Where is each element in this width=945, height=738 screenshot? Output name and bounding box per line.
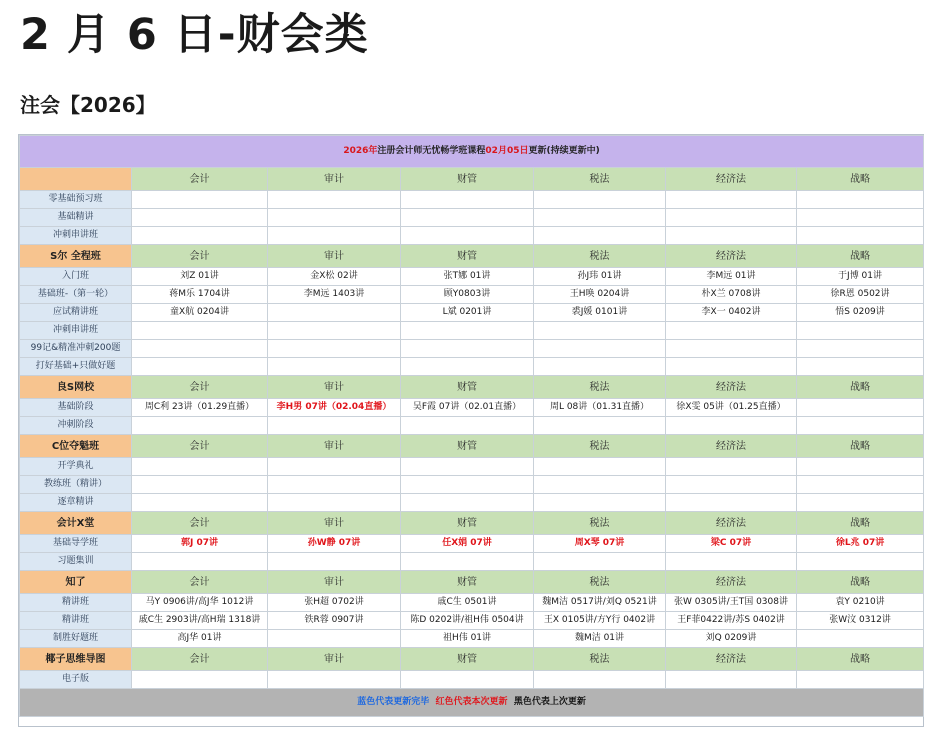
- table-cell: [132, 458, 268, 476]
- subject-header: 审计: [268, 376, 401, 399]
- table-cell: [268, 322, 401, 340]
- table-cell: [401, 494, 534, 512]
- table-cell: 张T娜 01讲: [401, 268, 534, 286]
- table-cell: [132, 322, 268, 340]
- group-header-row: [20, 512, 924, 535]
- subject-header: 战略: [797, 571, 924, 594]
- group-header-row: [20, 435, 924, 458]
- table-cell: [401, 553, 534, 571]
- group-header-row: [20, 168, 924, 191]
- subject-header: 审计: [268, 512, 401, 535]
- subject-header: 税法: [534, 571, 666, 594]
- table-cell: [268, 553, 401, 571]
- table-cell: [666, 209, 797, 227]
- table-row: [20, 340, 924, 358]
- legend-red: 红色代表本次更新: [435, 697, 508, 707]
- subject-header: 财管: [401, 512, 534, 535]
- table-cell: 徐X雯 05讲（01.25直播）: [666, 399, 797, 417]
- table-cell: 王H唤 0204讲: [534, 286, 666, 304]
- table-row: [20, 286, 924, 304]
- table-cell: [401, 322, 534, 340]
- subject-header: 审计: [268, 571, 401, 594]
- table-cell: 铁R蓉 0907讲: [268, 612, 401, 630]
- row-label: 精讲班: [20, 612, 132, 630]
- table-row: [20, 209, 924, 227]
- table-cell: [132, 340, 268, 358]
- table-cell: L斌 0201讲: [401, 304, 534, 322]
- table-row: [20, 322, 924, 340]
- subject-header: 经济法: [666, 435, 797, 458]
- table-cell: [797, 358, 924, 376]
- table-cell: 顾Y0803讲: [401, 286, 534, 304]
- table-cell: [132, 209, 268, 227]
- table-cell: [132, 494, 268, 512]
- table-row: [20, 458, 924, 476]
- table-cell: [797, 671, 924, 689]
- table-cell: [132, 191, 268, 209]
- row-label: 基础班-（第一轮）: [20, 286, 132, 304]
- subject-header: 财管: [401, 648, 534, 671]
- table-row: [20, 630, 924, 648]
- table-cell: [268, 209, 401, 227]
- subject-header: 审计: [268, 435, 401, 458]
- table-cell: [534, 209, 666, 227]
- table-cell: 周X琴 07讲: [534, 535, 666, 553]
- table-cell: 吴F霞 07讲（02.01直播）: [401, 399, 534, 417]
- table-cell: [268, 494, 401, 512]
- table-cell: [797, 417, 924, 435]
- table-cell: 王X 0105讲/方Y行 0402讲: [534, 612, 666, 630]
- table-cell: [797, 209, 924, 227]
- subject-header: 战略: [797, 168, 924, 191]
- subject-header: 税法: [534, 168, 666, 191]
- table-cell: 徐L兆 07讲: [797, 535, 924, 553]
- table-cell: 王F菲0422讲/苏S 0402讲: [666, 612, 797, 630]
- table-cell: [666, 417, 797, 435]
- subject-header: 战略: [797, 512, 924, 535]
- table-cell: [534, 417, 666, 435]
- row-label: 冲刺阶段: [20, 417, 132, 435]
- subject-header: 财管: [401, 168, 534, 191]
- table-cell: 刘Z 01讲: [132, 268, 268, 286]
- subject-header: 税法: [534, 245, 666, 268]
- table-cell: 张W 0305讲/王T国 0308讲: [666, 594, 797, 612]
- subject-header: 税法: [534, 435, 666, 458]
- table-cell: [401, 458, 534, 476]
- row-label: 应试精讲班: [20, 304, 132, 322]
- table-cell: [666, 227, 797, 245]
- table-cell: 周C利 23讲（01.29直播）: [132, 399, 268, 417]
- table-cell: 于J博 01讲: [797, 268, 924, 286]
- table-cell: [268, 458, 401, 476]
- table-cell: 陈D 0202讲/祖H伟 0504讲: [401, 612, 534, 630]
- table-cell: [268, 340, 401, 358]
- table-cell: 魏M洁 0517讲/刘Q 0521讲: [534, 594, 666, 612]
- banner-date: 02月05日: [485, 146, 529, 156]
- banner-course: 注册会计师无忧畅学班课程: [377, 146, 486, 156]
- row-label: 冲刺串讲班: [20, 227, 132, 245]
- table-cell: 任X娟 07讲: [401, 535, 534, 553]
- group-label: [20, 168, 132, 191]
- table-row: [20, 553, 924, 571]
- table-cell: [268, 671, 401, 689]
- table-cell: 李M远 1403讲: [268, 286, 401, 304]
- subject-header: 经济法: [666, 571, 797, 594]
- table-cell: [401, 671, 534, 689]
- row-label: 99记&精准冲刺200题: [20, 340, 132, 358]
- table-cell: [132, 417, 268, 435]
- table-cell: [401, 227, 534, 245]
- table-cell: 刘Q 0209讲: [666, 630, 797, 648]
- table-cell: [666, 476, 797, 494]
- subject-header: 经济法: [666, 512, 797, 535]
- table-cell: [132, 553, 268, 571]
- table-row: [20, 417, 924, 435]
- table-cell: [401, 209, 534, 227]
- table-row: [20, 476, 924, 494]
- table-cell: [401, 417, 534, 435]
- table-cell: [666, 494, 797, 512]
- table-banner: [20, 136, 924, 168]
- table-row: [20, 494, 924, 512]
- table-cell: 戚C生 2903讲/高H瑞 1318讲: [132, 612, 268, 630]
- table-cell: [797, 553, 924, 571]
- subject-header: 税法: [534, 648, 666, 671]
- row-label: 冲刺串讲班: [20, 322, 132, 340]
- table-cell: [401, 340, 534, 358]
- table-row: [20, 227, 924, 245]
- table-cell: [534, 553, 666, 571]
- row-label: 基础精讲: [20, 209, 132, 227]
- subject-header: 经济法: [666, 168, 797, 191]
- table-cell: 周L 08讲（01.31直播）: [534, 399, 666, 417]
- row-label: 逐章精讲: [20, 494, 132, 512]
- table-cell: [268, 417, 401, 435]
- table-cell: 李X一 0402讲: [666, 304, 797, 322]
- table-row: [20, 535, 924, 553]
- subject-header: 税法: [534, 376, 666, 399]
- table-cell: 祖H伟 01讲: [401, 630, 534, 648]
- subject-header: 会计: [132, 512, 268, 535]
- subject-header: 财管: [401, 571, 534, 594]
- group-label: S尔 全程班: [20, 245, 132, 268]
- table-cell: 高J华 01讲: [132, 630, 268, 648]
- group-label: 会计X堂: [20, 512, 132, 535]
- table-cell: 马Y 0906讲/高J华 1012讲: [132, 594, 268, 612]
- table-cell: 蒋M乐 1704讲: [132, 286, 268, 304]
- table-cell: 孙J玮 01讲: [534, 268, 666, 286]
- table-row: [20, 399, 924, 417]
- table-cell: [534, 476, 666, 494]
- subject-header: 审计: [268, 648, 401, 671]
- group-label: 良S网校: [20, 376, 132, 399]
- table-row: [20, 191, 924, 209]
- legend-blue: 蓝色代表更新完毕: [357, 697, 430, 707]
- table-cell: 裘J媛 0101讲: [534, 304, 666, 322]
- table-cell: [401, 191, 534, 209]
- table-cell: [797, 494, 924, 512]
- table-row: [20, 358, 924, 376]
- table-cell: [797, 322, 924, 340]
- section-title: 注会【2026】: [20, 93, 156, 117]
- table-cell: [268, 227, 401, 245]
- table-cell: 郭J 07讲: [132, 535, 268, 553]
- course-schedule-table: [19, 135, 924, 717]
- row-label: 精讲班: [20, 594, 132, 612]
- table-cell: [268, 304, 401, 322]
- subject-header: 会计: [132, 571, 268, 594]
- subject-header: 税法: [534, 512, 666, 535]
- row-label: 电子版: [20, 671, 132, 689]
- table-cell: 悟S 0209讲: [797, 304, 924, 322]
- subject-header: 会计: [132, 168, 268, 191]
- row-label: 习题集训: [20, 553, 132, 571]
- row-label: 教练班（精讲）: [20, 476, 132, 494]
- table-cell: [534, 191, 666, 209]
- subject-header: 财管: [401, 376, 534, 399]
- table-cell: [268, 358, 401, 376]
- table-cell: 戚C生 0501讲: [401, 594, 534, 612]
- table-cell: [534, 227, 666, 245]
- page-title: 2 月 6 日-财会类: [20, 10, 369, 60]
- table-row: [20, 671, 924, 689]
- table-cell: [797, 630, 924, 648]
- table-cell: [666, 358, 797, 376]
- table-cell: [797, 476, 924, 494]
- table-cell: [666, 458, 797, 476]
- table-cell: [268, 191, 401, 209]
- subject-header: 审计: [268, 245, 401, 268]
- legend-black: 黑色代表上次更新: [513, 697, 586, 707]
- table-cell: [666, 671, 797, 689]
- table-cell: [666, 553, 797, 571]
- table-cell: 梁C 07讲: [666, 535, 797, 553]
- color-legend: [20, 689, 924, 717]
- row-label: 基础导学班: [20, 535, 132, 553]
- table-cell: 张H超 0702讲: [268, 594, 401, 612]
- table-cell: [268, 630, 401, 648]
- table-row: [20, 612, 924, 630]
- table-cell: [534, 671, 666, 689]
- table-cell: [534, 458, 666, 476]
- table-cell: 张W汶 0312讲: [797, 612, 924, 630]
- subject-header: 会计: [132, 245, 268, 268]
- subject-header: 战略: [797, 648, 924, 671]
- table-cell: [132, 227, 268, 245]
- group-header-row: [20, 571, 924, 594]
- table-cell: [797, 399, 924, 417]
- group-header-row: [20, 376, 924, 399]
- row-label: 入门班: [20, 268, 132, 286]
- table-cell: [132, 476, 268, 494]
- table-cell: 徐R恩 0502讲: [797, 286, 924, 304]
- table-cell: [401, 358, 534, 376]
- group-header-row: [20, 648, 924, 671]
- table-cell: 李M远 01讲: [666, 268, 797, 286]
- group-header-row: [20, 245, 924, 268]
- group-label: 知了: [20, 571, 132, 594]
- row-label: 制胜好题班: [20, 630, 132, 648]
- subject-header: 经济法: [666, 648, 797, 671]
- row-label: 打好基础+只做好题: [20, 358, 132, 376]
- row-label: 开学典礼: [20, 458, 132, 476]
- table-cell: [534, 494, 666, 512]
- table-cell: 金X松 02讲: [268, 268, 401, 286]
- table-cell: [268, 476, 401, 494]
- table-cell: [534, 340, 666, 358]
- table-cell: 魏M洁 01讲: [534, 630, 666, 648]
- table-row: [20, 594, 924, 612]
- table-cell: 李H男 07讲（02.04直播）: [268, 399, 401, 417]
- table-cell: [797, 191, 924, 209]
- table-cell: 朴X兰 0708讲: [666, 286, 797, 304]
- row-label: 基础阶段: [20, 399, 132, 417]
- subject-header: 战略: [797, 245, 924, 268]
- table-cell: [666, 191, 797, 209]
- subject-header: 战略: [797, 376, 924, 399]
- subject-header: 经济法: [666, 245, 797, 268]
- table-cell: 孙W静 07讲: [268, 535, 401, 553]
- subject-header: 经济法: [666, 376, 797, 399]
- table-row: [20, 304, 924, 322]
- subject-header: 财管: [401, 435, 534, 458]
- subject-header: 会计: [132, 435, 268, 458]
- subject-header: 战略: [797, 435, 924, 458]
- group-label: C位夺魁班: [20, 435, 132, 458]
- table-cell: [132, 671, 268, 689]
- table-row: [20, 268, 924, 286]
- subject-header: 会计: [132, 376, 268, 399]
- table-cell: [132, 358, 268, 376]
- subject-header: 财管: [401, 245, 534, 268]
- banner-status: 更新(持续更新中): [528, 146, 600, 156]
- group-label: 椰子思维导图: [20, 648, 132, 671]
- banner-year: 2026年: [343, 146, 378, 156]
- table-cell: [534, 358, 666, 376]
- table-cell: [534, 322, 666, 340]
- table-cell: [797, 340, 924, 358]
- subject-header: 会计: [132, 648, 268, 671]
- row-label: 零基础预习班: [20, 191, 132, 209]
- table-cell: [666, 340, 797, 358]
- table-cell: 童X航 0204讲: [132, 304, 268, 322]
- course-schedule-sheet: [18, 134, 924, 727]
- table-cell: 袁Y 0210讲: [797, 594, 924, 612]
- table-cell: [797, 458, 924, 476]
- table-cell: [666, 322, 797, 340]
- table-cell: [797, 227, 924, 245]
- subject-header: 审计: [268, 168, 401, 191]
- table-cell: [401, 476, 534, 494]
